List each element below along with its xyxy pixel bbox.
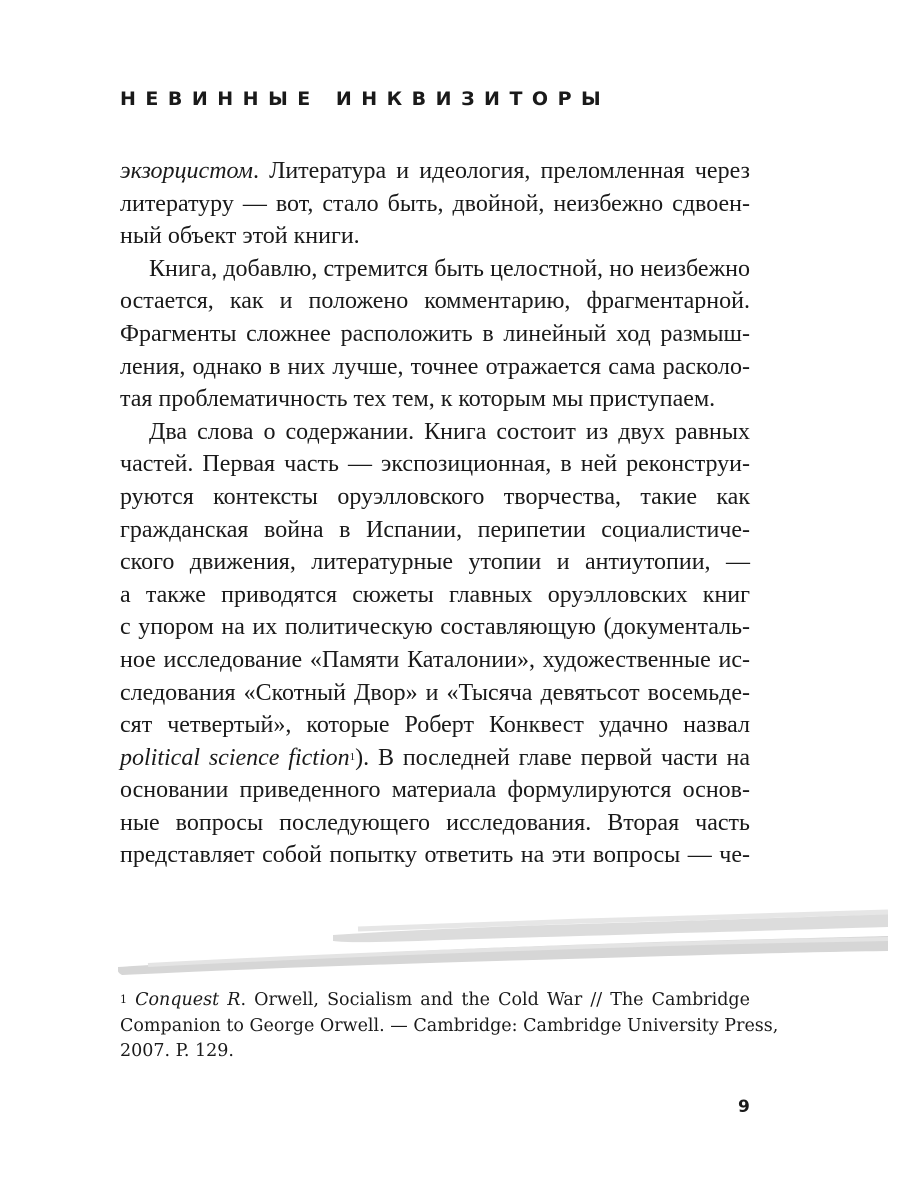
text-line: тая проблематичность тех тем, к которым мы приступаем. bbox=[120, 386, 716, 413]
text-line: Фрагменты сложнее расположить в линейный ход размыш- bbox=[120, 320, 750, 347]
italic-word: экзорцистом bbox=[120, 158, 253, 184]
text-line: сят четвертый», которые Роберт Конквест удачно назвал bbox=[120, 712, 750, 739]
text-line: с упором на их политическую составляющую (документаль- bbox=[120, 614, 750, 641]
text-line: экзорцистом. Литература и идеология, преломленная через bbox=[120, 158, 750, 184]
italic-phrase: political science fiction bbox=[120, 744, 350, 771]
text-line: ное исследование «Памяти Каталонии», художественные ис- bbox=[120, 646, 750, 673]
text-line: представляет собой попытку ответить на эти вопросы — че- bbox=[120, 842, 750, 869]
text-line: основании приведенного материала формулируются основ- bbox=[120, 777, 750, 804]
running-head-title: НЕВИННЫЕ ИНКВИЗИТОРЫ bbox=[120, 88, 611, 110]
text-line: а также приводятся сюжеты главных оруэлловских книг bbox=[120, 581, 750, 608]
text-line: ского движения, литературные утопии и антиутопии, — bbox=[120, 549, 750, 576]
main-text bbox=[120, 155, 750, 872]
text-line: Два слова о содержании. Книга состоит из двух равных bbox=[149, 418, 750, 445]
text-line: руются контексты оруэлловского творчества, такие как bbox=[120, 483, 750, 510]
text-line: ления, однако в них лучше, точнее отражается сама расколо- bbox=[120, 353, 750, 380]
text-line: частей. Первая часть — экспозиционная, в ней реконструи- bbox=[120, 451, 750, 478]
text-line: следования «Скотный Двор» и «Тысяча девятьсот восемьде- bbox=[120, 679, 750, 706]
text-line: гражданская война в Испании, перипетии социалистиче- bbox=[120, 516, 750, 543]
text-line: ный объект этой книги. bbox=[120, 223, 360, 250]
text-line: литературу — вот, стало быть, двойной, неизбежно сдвоен- bbox=[120, 190, 750, 217]
decorative-brush-stroke bbox=[118, 905, 888, 980]
text-line: ные вопросы последующего исследования. Вторая часть bbox=[120, 809, 750, 836]
text-line: political science fiction$^1$). В последней главе первой части на bbox=[120, 744, 751, 771]
text-line: Книга, добавлю, стремится быть целостной, но неизбежно bbox=[149, 255, 750, 282]
footnote bbox=[120, 988, 779, 1065]
footnote-line: $^1$ Conquest R. Orwell, Socialism and the Cold War // The Cambridge bbox=[120, 990, 750, 1010]
footnote-author: Conquest R bbox=[135, 990, 241, 1010]
page-number: 9 bbox=[738, 1097, 750, 1117]
footnote-ref: 1 bbox=[349, 750, 356, 763]
footnote-line: Companion to George Orwell. — Cambridge: Cambridge University Press, bbox=[120, 1015, 779, 1036]
footnote-line: 2007. P. 129. bbox=[120, 1041, 234, 1061]
text-line: остается, как и положено комментарию, фрагментарной. bbox=[120, 288, 750, 315]
footnote-marker: 1 bbox=[120, 993, 127, 1006]
